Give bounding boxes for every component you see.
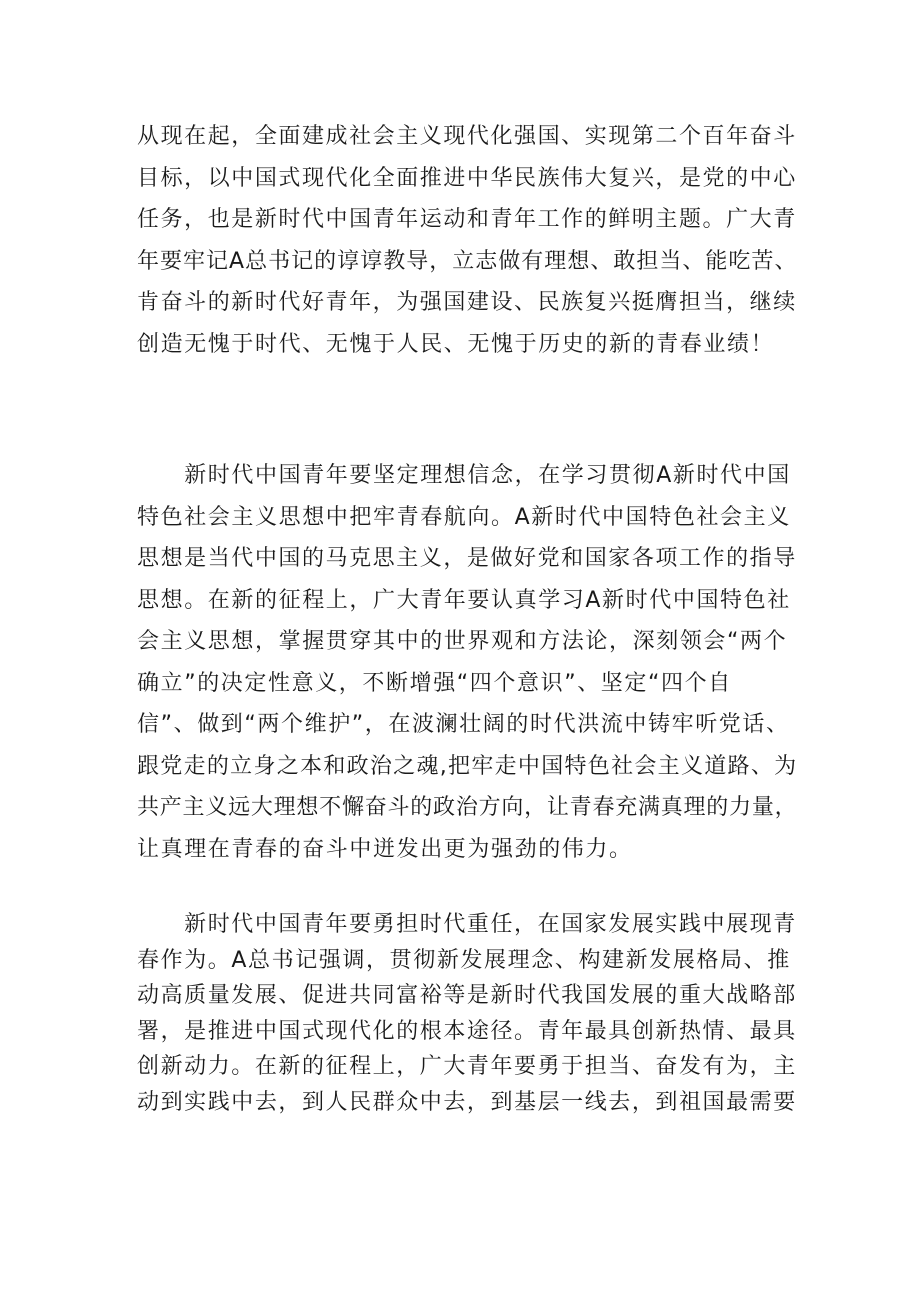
text-line: 肯奋斗的新时代好青年，为强国建设、民族复兴挺膺担当，继续 — [137, 290, 797, 315]
text-line: 共产主义远大理想不懈奋斗的政治方向，让青春充满真理的力量， — [137, 795, 798, 820]
text-line: 任务，也是新时代中国青年运动和青年工作的鲜明主题。广大青 — [137, 207, 797, 232]
text-line: 跟党走的立身之本和政治之魂,把牢走中国特色社会主义道路、为 — [137, 753, 798, 779]
text-line: 春作为。A总书记强调，贯彻新发展理念、构建新发展格局、推 — [137, 947, 791, 973]
text-line: 动高质量发展、促进共同富裕等是新时代我国发展的重大战略部 — [137, 983, 797, 1008]
text-line: 思想。在新的征程上，广大青年要认真学习A新时代中国特色社 — [137, 587, 791, 613]
text-line: 创新动力。在新的征程上，广大青年要勇于担当、奋发有为，主 — [137, 1054, 797, 1079]
text-line: 信”、做到“两个维护”，在波澜壮阔的时代洪流中铸牢听党话、 — [137, 712, 790, 737]
text-line: 确立”的决定性意义，不断增强“四个意识”、坚定“四个自 — [137, 670, 732, 696]
text-line: 年要牢记A总书记的谆谆教导，立志做有理想、敢担当、能吃苦、 — [137, 248, 798, 274]
text-line: 新时代中国青年要坚定理想信念，在学习贯彻A新时代中国 — [137, 463, 791, 488]
text-line: 目标，以中国式现代化全面推进中华民族伟大复兴，是党的中心 — [137, 165, 797, 191]
text-line: 动到实践中去，到人民群众中去，到基层一线去，到祖国最需要 — [137, 1089, 797, 1115]
paragraph-3 — [137, 907, 797, 1120]
text-line: 让真理在青春的奋斗中迸发出更为强劲的伟力。 — [137, 836, 633, 862]
text-line: 特色社会主义思想中把牢青春航向。A新时代中国特色社会主义 — [137, 504, 791, 530]
paragraph-2 — [137, 455, 797, 870]
text-line: 创造无愧于时代、无愧于人民、无愧于历史的新的青春业绩！ — [137, 331, 775, 357]
text-line: 新时代中国青年要勇担时代重任，在国家发展实践中展现青 — [137, 912, 797, 937]
text-line: 思想是当代中国的马克思主义，是做好党和国家各项工作的指导 — [137, 546, 797, 571]
text-line: 从现在起，全面建成社会主义现代化强国、实现第二个百年奋斗 — [137, 124, 797, 149]
text-line: 会主义思想，掌握贯穿其中的世界观和方法论，深刻领会“两个 — [137, 629, 788, 654]
text-line: 署，是推进中国式现代化的根本途径。青年最具创新热情、最具 — [137, 1018, 797, 1044]
paragraph-1 — [137, 116, 797, 365]
